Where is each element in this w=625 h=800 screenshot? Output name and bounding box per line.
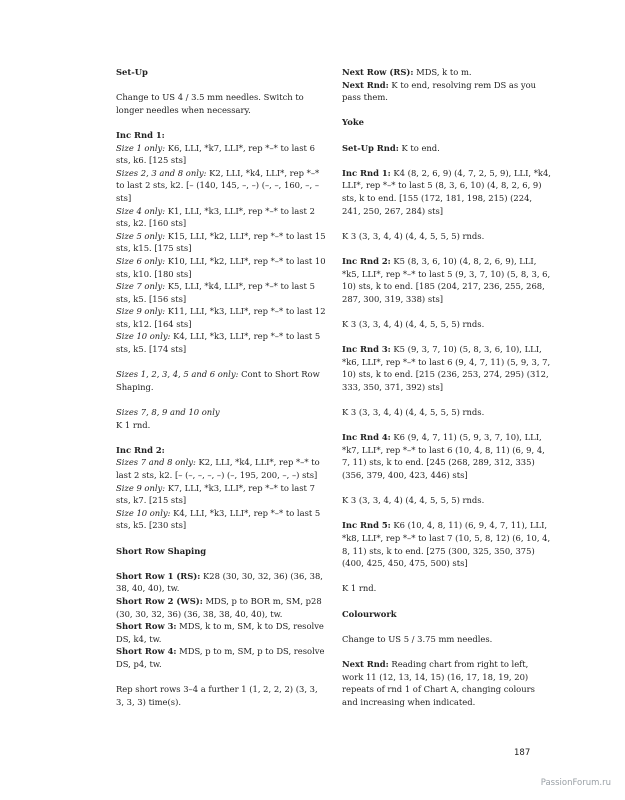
instruction-line: Size 6 only: K10, LLI, *k2, LLI*, rep *–* to last 10 sts, k10. [180 sts] xyxy=(116,255,326,279)
instruction-group xyxy=(342,66,552,104)
paragraph: K 1 rnd. xyxy=(116,419,151,430)
paragraph: Inc Rnd 3: K5 (9, 3, 7, 10) (5, 8, 3, 6, 10), LLI, *k6, LLI*, rep *–* to last 6 (9, 4, 7, 11) (5, 9, 3, 7, 10) sts, k to end. [215 (236, 253, 274, 295) (312, 333, 350, 371, 392) sts] xyxy=(342,344,551,392)
paragraph: Inc Rnd 2: K5 (8, 3, 6, 10) (4, 8, 2, 6, 9), LLI, *k5, LLI*, rep *–* to last 5 (9, 3, 7, 10) (5, 8, 3, 6, 10) sts, k to end. [185 (204, 217, 236, 255, 268, 287, 300, 319, 338) sts] xyxy=(342,255,551,304)
instruction-line: Next Rnd: K to end, resolving rem DS as you pass them. xyxy=(342,79,537,103)
instruction-group xyxy=(116,142,326,356)
paragraph: Inc Rnd 1: K4 (8, 2, 6, 9) (4, 7, 2, 5, 9), LLI, *k4, LLI*, rep *–* to last 5 (8, 3, 6, 10) (4, 8, 2, 6, 9) sts, k to end. [155 (172, 181, 198, 215) (224, 241, 250, 267, 284) sts] xyxy=(342,167,551,216)
section-heading: Colourwork xyxy=(342,608,397,619)
paragraph: Next Rnd: Reading chart from right to left, work 11 (12, 13, 14, 15) (16, 17, 18, 19, 20) repeats of rnd 1 of Chart A, changing colours and increasing when indicated. xyxy=(342,658,535,707)
paragraph: Set-Up Rnd: K to end. xyxy=(342,142,440,153)
sizes-note: Sizes 7, 8, 9 and 10 only xyxy=(116,407,220,418)
section-heading: Inc Rnd 2: xyxy=(116,444,165,455)
instruction-line: Size 7 only: K5, LLI, *k4, LLI*, rep *–* to last 5 sts, k5. [156 sts] xyxy=(116,281,315,304)
instruction-line: Size 4 only: K1, LLI, *k3, LLI*, rep *–* to last 2 sts, k2. [160 sts] xyxy=(116,205,315,229)
right-column xyxy=(342,66,552,721)
instruction-line: Size 5 only: K15, LLI, *k2, LLI*, rep *–* to last 15 sts, k15. [175 sts] xyxy=(116,230,326,254)
paragraph: K 3 (3, 3, 4, 4) (4, 4, 5, 5, 5) rnds. xyxy=(342,407,485,418)
paragraph: K 3 (3, 3, 4, 4) (4, 4, 5, 5, 5) rnds. xyxy=(342,495,485,506)
instruction-group xyxy=(116,570,326,671)
page-number: 187 xyxy=(514,748,531,758)
instruction-line: Sizes 7 and 8 only: K2, LLI, *k4, LLI*, rep *–* to last 2 sts, k2. [– (–, –, –, –) (–, 195, 200, –, –) sts] xyxy=(116,457,320,480)
paragraph: K 3 (3, 3, 4, 4) (4, 4, 5, 5, 5) rnds. xyxy=(342,318,485,329)
instruction-line: Short Row 2 (WS): MDS, p to BOR m, SM, p28 (30, 30, 32, 36) (36, 38, 38, 40, 40), tw. xyxy=(116,595,322,619)
instruction-line: Size 9 only: K7, LLI, *k3, LLI*, rep *–* to last 7 sts, k7. [215 sts] xyxy=(116,482,315,506)
instruction-line: Size 1 only: K6, LLI, *k7, LLI*, rep *–* to last 6 sts, k6. [125 sts] xyxy=(116,142,315,166)
paragraph: Rep short rows 3–4 a further 1 (1, 2, 2, 2) (3, 3, 3, 3, 3) time(s). xyxy=(116,684,318,707)
instruction-line: Size 10 only: K4, LLI, *k3, LLI*, rep *–* to last 5 sts, k5. [174 sts] xyxy=(116,331,321,355)
instruction-line: Short Row 1 (RS): K28 (30, 30, 32, 36) (36, 38, 38, 40, 40), tw. xyxy=(116,570,323,594)
section-heading: Inc Rnd 1: xyxy=(116,129,165,140)
instruction-line: Sizes 2, 3 and 8 only: K2, LLI, *k4, LLI*, rep *–* to last 2 sts, k2. [– (140, 145, –, –) (–, –, 160, –, – sts] xyxy=(116,167,320,203)
paragraph: Sizes 1, 2, 3, 4, 5 and 6 only: Cont to Short Row Shaping. xyxy=(116,369,320,392)
instruction-line: Size 9 only: K11, LLI, *k3, LLI*, rep *–* to last 12 sts, k12. [164 sts] xyxy=(116,306,326,329)
section-heading: Yoke xyxy=(342,117,364,128)
paragraph: K 1 rnd. xyxy=(342,583,377,594)
instruction-line: Short Row 3: MDS, k to m, SM, k to DS, resolve DS, k4, tw. xyxy=(116,621,324,644)
instruction-line: Next Row (RS): MDS, k to m. xyxy=(342,67,472,77)
instruction-line: Short Row 4: MDS, p to m, SM, p to DS, resolve DS, p4, tw. xyxy=(116,646,325,669)
paragraph: K 3 (3, 3, 4, 4) (4, 4, 5, 5, 5) rnds. xyxy=(342,230,485,241)
paragraph: Inc Rnd 4: K6 (9, 4, 7, 11) (5, 9, 3, 7, 10), LLI, *k7, LLI*, rep *–* to last 6 (10, 4, 8, 11) (6, 9, 4, 7, 11) sts, k to end. [245 (268, 289, 312, 335) (356, 379, 400, 423, 446) sts] xyxy=(342,432,545,480)
section-heading: Short Row Shaping xyxy=(116,545,207,556)
left-column xyxy=(116,66,326,721)
watermark: PassionForum.ru xyxy=(540,778,611,788)
paragraph: Change to US 5 / 3.75 mm needles. xyxy=(342,633,493,644)
paragraph: Change to US 4 / 3.5 mm needles. Switch to longer needles when necessary. xyxy=(116,92,304,115)
section-heading: Set-Up xyxy=(116,67,148,77)
instruction-group xyxy=(116,456,326,532)
instruction-line: Size 10 only: K4, LLI, *k3, LLI*, rep *–* to last 5 sts, k5. [230 sts] xyxy=(116,507,321,531)
paragraph: Inc Rnd 5: K6 (10, 4, 8, 11) (6, 9, 4, 7, 11), LLI, *k8, LLI*, rep *–* to last 7 (10, 5, 8, 12) (6, 10, 4, 8, 11) sts, k to end. [275 (300, 325, 350, 375) (400, 425, 450, 475, 500) sts] xyxy=(342,520,551,569)
